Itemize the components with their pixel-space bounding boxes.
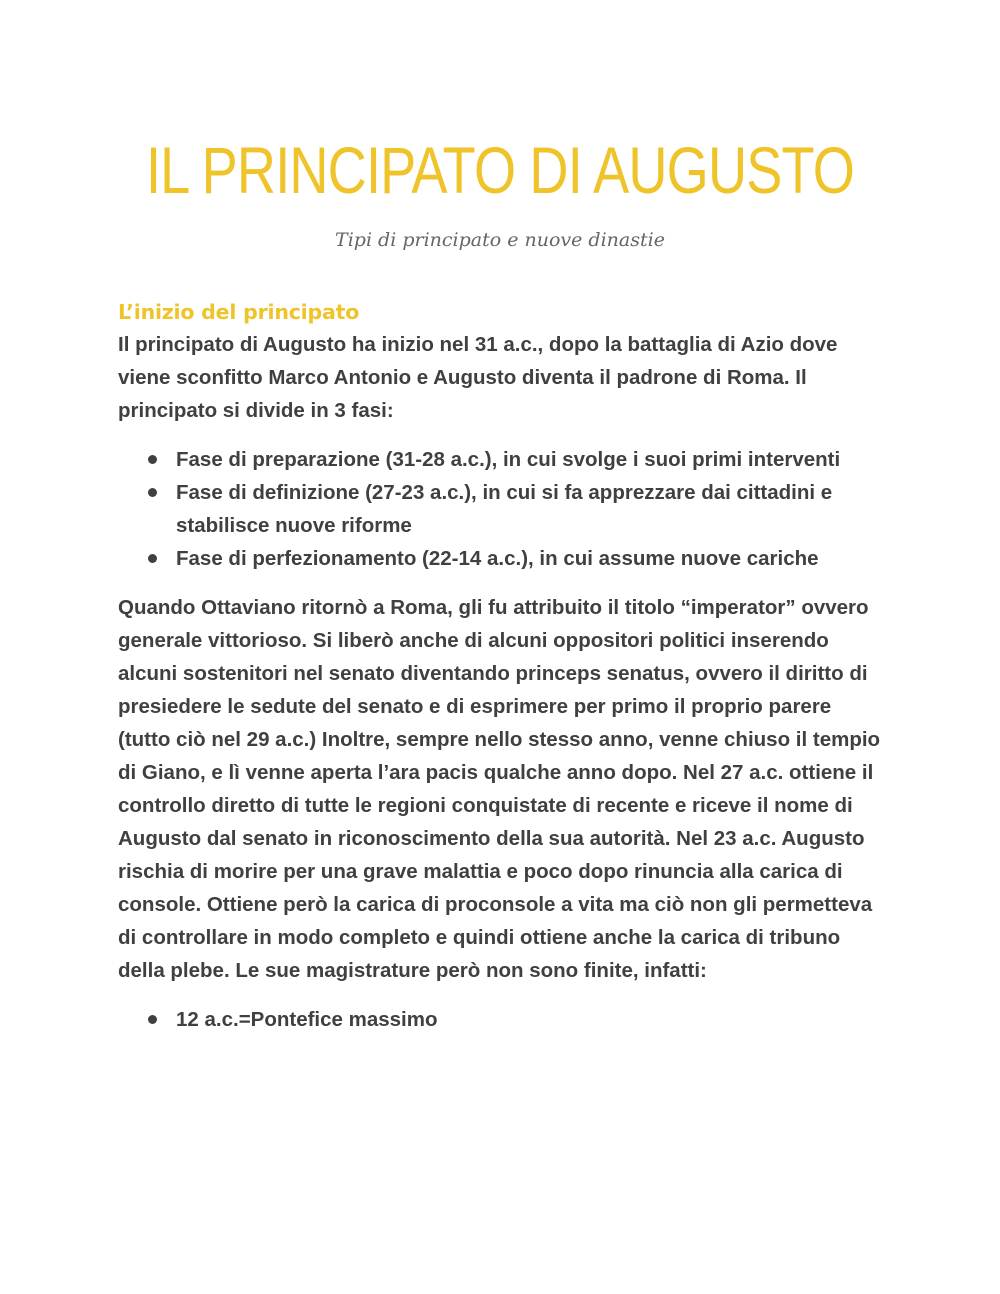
intro-paragraph: Il principato di Augusto ha inizio nel 31 a.c., dopo la battaglia di Azio dove viene sconfitto Marco Antonio e Augusto diventa il padrone di Roma. Il principato si divide in 3 fasi: xyxy=(118,333,838,422)
magistrature-list xyxy=(118,1003,886,1036)
section-heading: L’inizio del principato xyxy=(118,300,360,324)
document-body xyxy=(118,296,886,1052)
document-title: IL PRINCIPATO DI AUGUSTO xyxy=(145,133,855,207)
list-item xyxy=(118,443,886,476)
bullet-icon xyxy=(148,455,157,464)
phases-list xyxy=(118,443,886,575)
document-subtitle: Tipi di principato e nuove dinastie xyxy=(335,229,665,251)
main-paragraph: Quando Ottaviano ritornò a Roma, gli fu attribuito il titolo “imperator” ovvero generale vittorioso. Si liberò anche di alcuni oppositori politici inserendo alcuni sostenitori nel senato diventando princeps senatus, ovvero il diritto di presiedere le sedute del senato e di esprimere per primo il proprio parere (tutto ciò nel 29 a.c.) Inoltre, sempre nello stesso anno, venne chiuso il tempio di Giano, e lì venne aperta l’ara pacis qualche anno dopo. Nel 27 a.c. ottiene il controllo diretto di tutte le regioni conquistate di recente e riceve il nome di Augusto dal senato in riconoscimento della sua autorità. Nel 23 a.c. Augusto rischia di morire per una grave malattia e poco dopo rinuncia alla carica di console. Ottiene però la carica di proconsole a vita ma ciò non gli permetteva di controllare in modo completo e quindi ottiene anche la carica di tribuno della plebe. Le sue magistrature però non sono finite, infatti: xyxy=(118,596,881,982)
list-item xyxy=(118,542,886,575)
list-item-text: Fase di definizione (27-23 a.c.), in cui si fa apprezzare dai cittadini e stabilisce nuove riforme xyxy=(176,481,833,537)
list-item-text: Fase di preparazione (31-28 a.c.), in cui svolge i suoi primi interventi xyxy=(176,448,841,471)
list-item xyxy=(118,1003,886,1036)
list-item-text: 12 a.c.=Pontefice massimo xyxy=(176,1008,438,1031)
bullet-icon xyxy=(148,1015,157,1024)
list-item xyxy=(118,476,886,542)
bullet-icon xyxy=(148,554,157,563)
bullet-icon xyxy=(148,488,157,497)
list-item-text: Fase di perfezionamento (22-14 a.c.), in cui assume nuove cariche xyxy=(176,547,819,570)
